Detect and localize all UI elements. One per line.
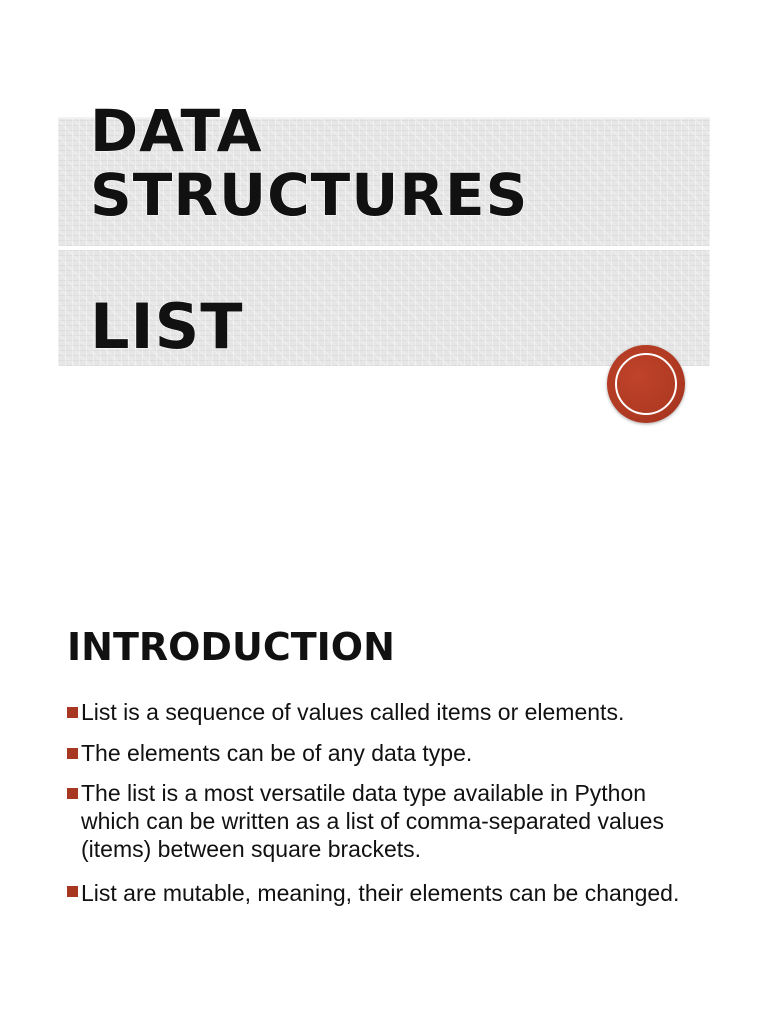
slide-subtitle: LIST (90, 290, 244, 363)
square-bullet-icon (67, 707, 78, 718)
bullet-item (67, 739, 707, 768)
circle-ring (615, 353, 677, 415)
bullet-text: List is a sequence of values called items or elements. (81, 699, 625, 725)
section-heading: INTRODUCTION (67, 625, 395, 669)
square-bullet-icon (67, 748, 78, 759)
square-bullet-icon (67, 788, 78, 799)
bullet-list (67, 698, 707, 921)
bullet-text: List are mutable, meaning, their elements can be changed. (81, 880, 680, 906)
introduction-slide (0, 512, 768, 1024)
bullet-item (67, 698, 707, 727)
bullet-text: The elements can be of any data type. (81, 740, 473, 766)
bullet-item (67, 779, 707, 863)
decorative-circle-icon (607, 345, 685, 423)
slide-title-line-2: STRUCTURES (90, 161, 529, 229)
bullet-text: The list is a most versatile data type available in Python which can be written as a list of comma-separated values (items) between square brackets. (81, 780, 664, 862)
square-bullet-icon (67, 886, 78, 897)
slide-title-line-1: DATA (90, 97, 263, 165)
bullet-item (67, 877, 707, 910)
